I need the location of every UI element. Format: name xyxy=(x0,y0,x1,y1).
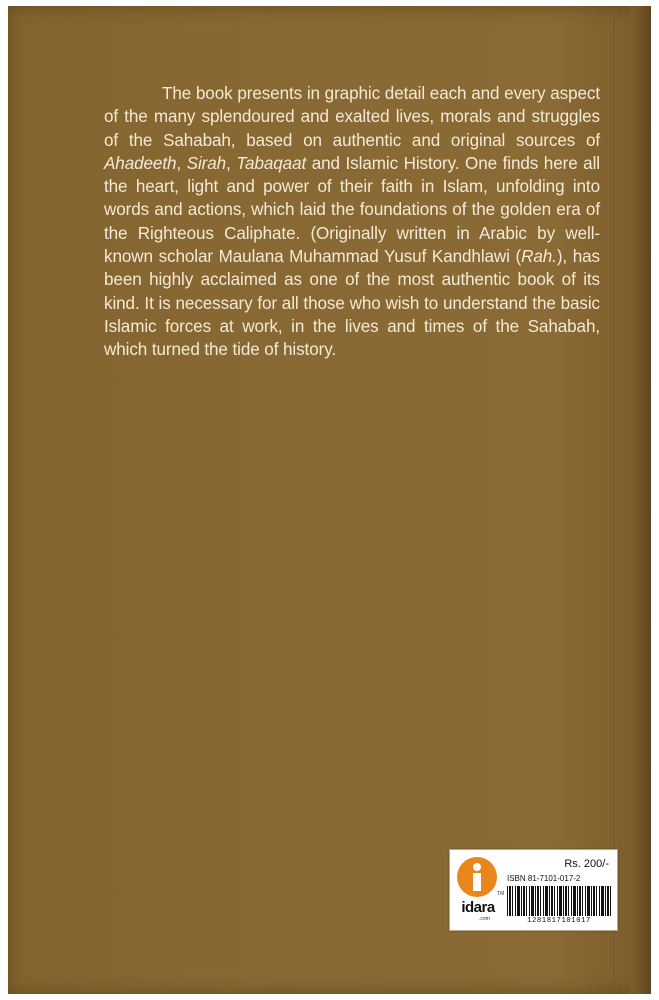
blurb-text-3: ), has been highly acclaimed as one of the most authentic book of its kind. It is necessary for all those who wish to understand the basic Islamic forces at work, in the lives and times of the Sahabah, which turned the tide of history. xyxy=(104,247,601,360)
publisher-logo-text: idara xyxy=(461,899,495,916)
isbn-text: ISBN 81-7101-017-2 xyxy=(507,874,581,883)
blurb-sep-1: , xyxy=(176,153,187,173)
blurb-text-2: and Islamic History. One finds here all the heart, light and power of their faith in Islam, unfolding into words and actions, which laid the foundations of the golden era of the Righteous Caliphate. (Originally written in Arabic by well-known scholar Maulana Muhammad Yusuf Kandhlawi ( xyxy=(104,153,600,267)
publisher-logo xyxy=(453,853,505,927)
blurb-rah: Rah. xyxy=(521,247,557,267)
blurb-text-1: The book presents in graphic detail each and every aspect of the many splendoured and exalted lives, morals and struggles of the Sahabah, based on authentic and original sources of xyxy=(104,84,600,150)
barcode xyxy=(507,886,611,916)
publisher-logo-sub: .com xyxy=(479,916,490,922)
blurb-ahadeeth: Ahadeeth xyxy=(104,153,177,173)
barcode-digits: 1281817101017 xyxy=(527,917,591,925)
blurb-sirah: Sirah xyxy=(186,153,227,173)
book-blurb xyxy=(104,82,600,362)
info-i-icon xyxy=(457,857,497,897)
blurb-sep-2: , xyxy=(226,153,237,173)
trademark-mark: TM xyxy=(497,891,505,897)
price-barcode-label xyxy=(449,849,618,931)
price-text: Rs. 200/- xyxy=(564,858,609,870)
spine-fold xyxy=(614,6,618,994)
spine-edge xyxy=(630,6,651,994)
blurb-tabaqaat: Tabaqaat xyxy=(236,153,307,173)
